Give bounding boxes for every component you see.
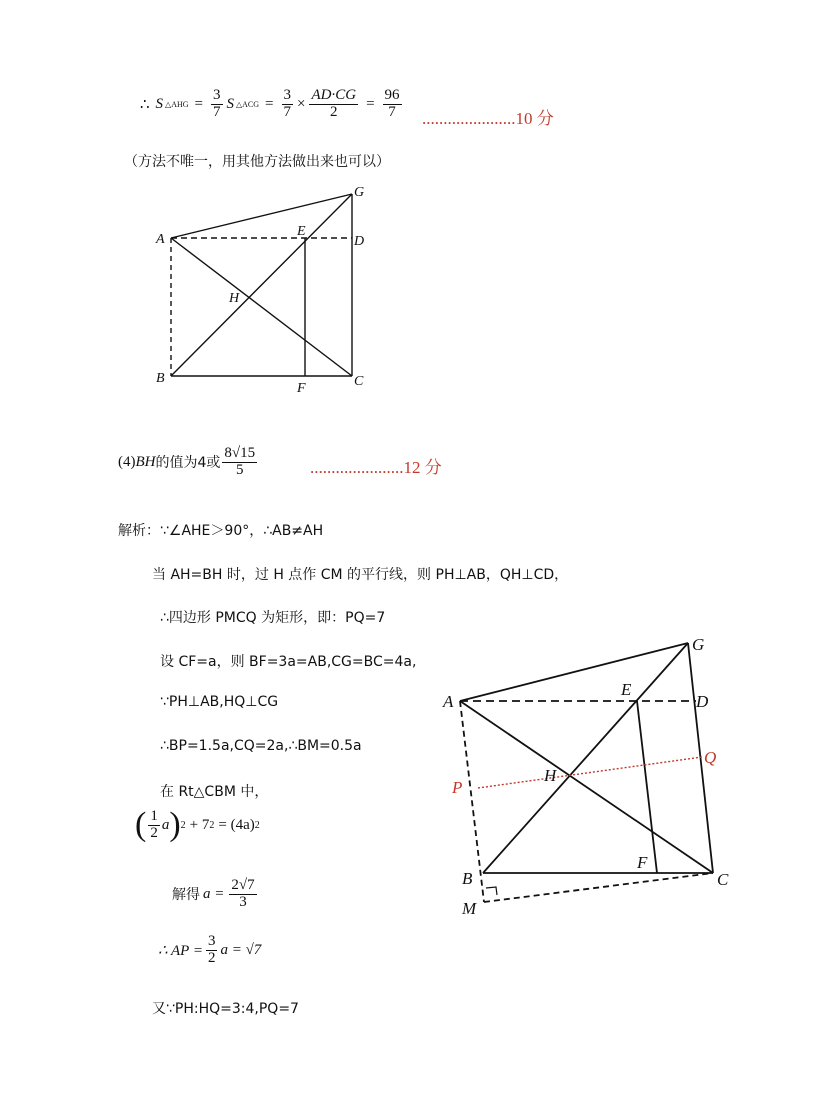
solve-fraction: $\frac{2√7}{3}$	[231, 877, 255, 910]
fig1-line-bg	[171, 194, 352, 376]
subscript-ahg: △AHG	[165, 99, 189, 109]
fig2-label-c: C	[717, 870, 729, 889]
fig2-line-ag	[460, 643, 688, 701]
solution-line-2: 当 AH=BH 时，过 H 点作 CM 的平行线，则 PH⊥AB，QH⊥CD，	[152, 567, 569, 583]
ap-lead: ∴ AP =	[158, 942, 203, 959]
subscript-acg: △ACG	[236, 99, 260, 109]
fig1-label-b: B	[156, 371, 165, 386]
fig2-line-mc	[484, 873, 713, 902]
solution-line-5: ∵PH⊥AB,HQ⊥CG	[160, 694, 279, 710]
geometry-figure-2	[440, 630, 740, 930]
fraction-adcg-2: $\frac{AD\cdot CG}{2}$	[311, 87, 357, 120]
square-2: 2	[209, 819, 215, 831]
fig2-label-f: F	[637, 853, 648, 872]
fraction-3-7-b: $\frac{3}{7}$	[283, 87, 292, 120]
fig2-label-a: A	[443, 692, 454, 711]
area-symbol-2: S	[226, 95, 234, 112]
part4-text: 的值为4或	[155, 455, 221, 472]
times-sign: ×	[297, 95, 306, 112]
solve-lead: 解得	[172, 887, 200, 904]
fig2-line-ac	[460, 701, 713, 873]
equals-sign-2: =	[265, 95, 274, 112]
ap-equation	[158, 934, 261, 967]
solution-line-7: 在 Rt△CBM 中，	[160, 784, 269, 800]
part4-answer	[118, 446, 259, 479]
ap-tail: a = √7	[220, 941, 262, 958]
fig1-line-ag	[171, 194, 352, 238]
half-fraction: $\frac{1}{2}$	[150, 807, 158, 841]
geometry-figure-1	[140, 180, 380, 395]
square-1: 2	[180, 819, 186, 831]
ap-fraction: $\frac{3}{2}$	[207, 933, 216, 966]
square-3: 2	[254, 819, 260, 831]
solution-line-last: 又∵PH:HQ=3:4,PQ=7	[152, 1001, 299, 1017]
var-a: a	[161, 816, 170, 833]
solution-line-4: 设 CF=a，则 BF=3a=AB,CG=BC=4a,	[160, 654, 417, 670]
fig1-label-h: H	[229, 291, 240, 306]
fig2-line-ef	[637, 701, 657, 873]
solution-line-6: ∴BP=1.5a,CQ=2a,∴BM=0.5a	[160, 738, 362, 754]
solve-var: a =	[203, 885, 225, 902]
fig2-line-pq	[478, 757, 702, 788]
solution-line-1: 解析：∵∠AHE＞90°，∴AB≠AH	[118, 523, 324, 539]
fig1-label-d: D	[354, 234, 365, 249]
fraction-3-7: $\frac{3}{7}$	[213, 87, 221, 120]
fig1-line-ac	[171, 238, 352, 376]
equals-4a: = (4a)	[218, 816, 255, 833]
area-equation	[140, 88, 404, 121]
score-12: ......................12 分	[310, 458, 442, 477]
fig1-label-f: F	[297, 381, 306, 395]
fig2-label-d: D	[696, 692, 709, 711]
method-note: （方法不唯一，用其他方法做出来也可以）	[124, 154, 390, 170]
score-10: ......................10 分	[422, 109, 554, 128]
fig1-label-a: A	[156, 232, 165, 247]
pythagorean-equation: ( $\frac{1}{2}$ a ) 2 + 7 2 = (4a) 2	[135, 806, 260, 843]
therefore-symbol: ∴	[140, 96, 150, 113]
solve-a	[172, 878, 259, 911]
area-symbol: S	[155, 95, 164, 112]
fig1-label-c: C	[354, 374, 364, 389]
fig2-line-bg	[483, 643, 688, 873]
fig2-right-angle-mark	[486, 887, 497, 895]
fig1-label-e: E	[297, 224, 306, 239]
solution-line-3: ∴四边形 PMCQ 为矩形，即：PQ=7	[160, 610, 386, 626]
fig2-label-p: P	[452, 778, 463, 797]
fig1-label-g: G	[354, 185, 365, 200]
equals-sign-3: =	[366, 95, 375, 112]
fig2-label-h: H	[544, 766, 557, 785]
part4-number: (4)	[118, 453, 136, 470]
fig2-label-m: M	[462, 899, 477, 918]
fig2-label-q: Q	[704, 748, 717, 767]
part4-bh: BH	[135, 453, 156, 470]
part4-fraction: $\frac{8√15}{5}$	[224, 445, 256, 478]
equals-sign: =	[194, 95, 203, 112]
fig2-label-e: E	[621, 680, 632, 699]
fig2-label-b: B	[462, 869, 473, 888]
fig2-label-g: G	[692, 635, 705, 654]
plus-seven: + 7	[189, 816, 210, 833]
fraction-96-7: $\frac{96}{7}$	[384, 87, 400, 120]
